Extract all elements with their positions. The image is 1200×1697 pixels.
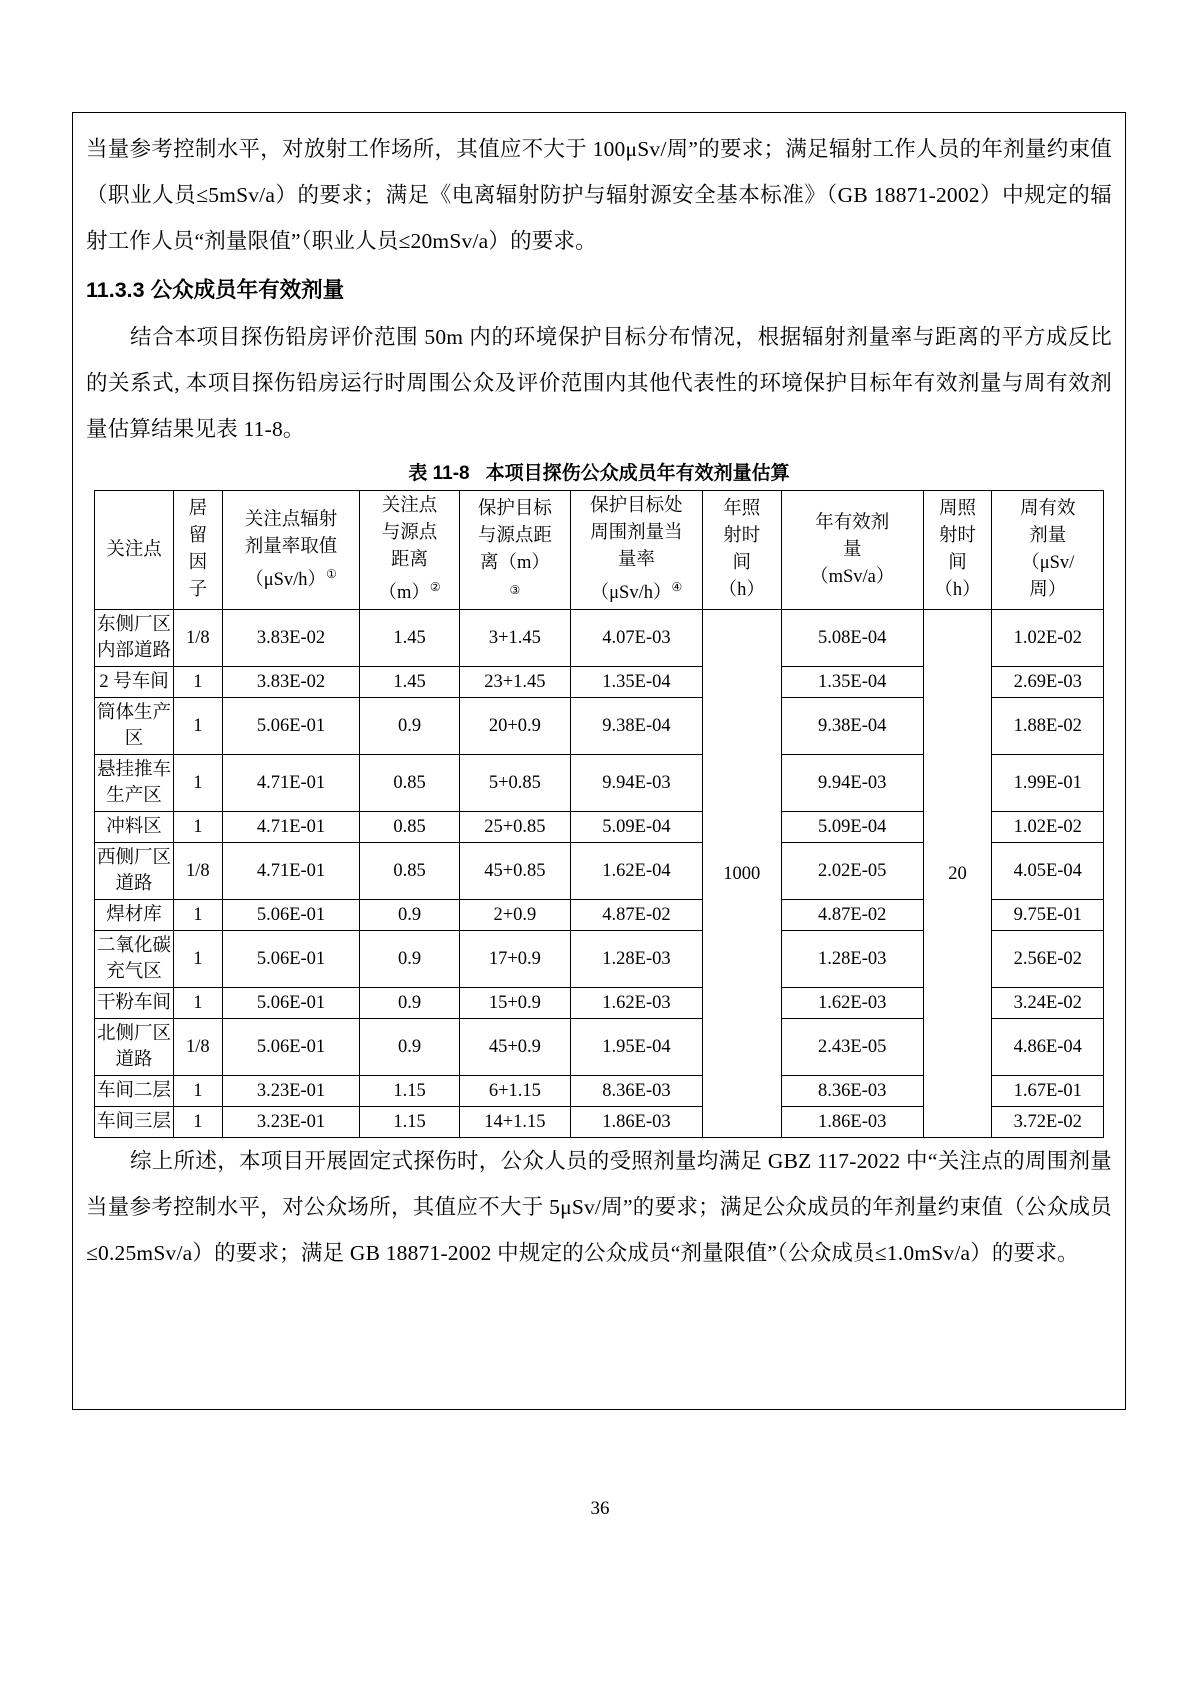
cell-dist-target: 17+0.9 <box>459 931 570 988</box>
header-weekly-hours: 周照 射时 间 （h） <box>923 491 992 610</box>
cell-target-dose-rate: 1.28E-03 <box>571 931 703 988</box>
section-heading-11-3-3: 11.3.3 公众成员年有效剂量 <box>86 278 345 302</box>
cell-dose-rate: 4.71E-01 <box>222 755 360 812</box>
footnote-marker-4: ④ <box>671 580 683 594</box>
cell-point: 西侧厂区道路 <box>95 843 174 900</box>
cell-dist-point: 0.9 <box>360 931 459 988</box>
cell-target-dose-rate: 1.62E-04 <box>571 843 703 900</box>
cell-weekly-hours: 20 <box>923 610 992 1138</box>
header-distance-point: 关注点 与源点 距离 （m）② <box>360 491 459 610</box>
cell-point: 焊材库 <box>95 900 174 931</box>
cell-dist-target: 25+0.85 <box>459 812 570 843</box>
cell-dist-target: 23+1.45 <box>459 667 570 698</box>
table-caption-number: 表 11-8 <box>408 463 470 484</box>
cell-weekly-dose: 9.75E-01 <box>992 900 1104 931</box>
footnote-marker-1: ① <box>326 566 337 581</box>
cell-dose-rate: 4.71E-01 <box>222 812 360 843</box>
cell-occupancy: 1 <box>174 812 223 843</box>
cell-annual-dose: 1.86E-03 <box>781 1107 923 1138</box>
cell-annual-dose: 9.94E-03 <box>781 755 923 812</box>
cell-point: 车间二层 <box>95 1076 174 1107</box>
header-point: 关注点 <box>95 491 174 610</box>
cell-occupancy: 1 <box>174 988 223 1019</box>
cell-dist-point: 0.9 <box>360 1019 459 1076</box>
cell-dist-target: 15+0.9 <box>459 988 570 1019</box>
footnote-marker-3: ③ <box>509 583 521 598</box>
cell-dist-point: 0.9 <box>360 900 459 931</box>
cell-occupancy: 1 <box>174 931 223 988</box>
cell-occupancy: 1/8 <box>174 843 223 900</box>
cell-dose-rate: 3.23E-01 <box>222 1076 360 1107</box>
cell-dist-point: 0.9 <box>360 698 459 755</box>
table-header-row <box>95 491 1104 610</box>
cell-dist-target: 3+1.45 <box>459 610 570 667</box>
cell-weekly-dose: 1.88E-02 <box>992 698 1104 755</box>
cell-target-dose-rate: 1.62E-03 <box>571 988 703 1019</box>
page-number: 36 <box>590 1498 610 1519</box>
cell-annual-hours: 1000 <box>702 610 781 1138</box>
cell-dose-rate: 5.06E-01 <box>222 931 360 988</box>
cell-dose-rate: 3.23E-01 <box>222 1107 360 1138</box>
cell-weekly-dose: 1.02E-02 <box>992 610 1104 667</box>
cell-annual-dose: 8.36E-03 <box>781 1076 923 1107</box>
cell-target-dose-rate: 5.09E-04 <box>571 812 703 843</box>
cell-dose-rate: 5.06E-01 <box>222 988 360 1019</box>
cell-target-dose-rate: 9.38E-04 <box>571 698 703 755</box>
cell-dist-point: 0.85 <box>360 843 459 900</box>
cell-dose-rate: 5.06E-01 <box>222 1019 360 1076</box>
cell-target-dose-rate: 9.94E-03 <box>571 755 703 812</box>
cell-annual-dose: 1.28E-03 <box>781 931 923 988</box>
cell-weekly-dose: 1.67E-01 <box>992 1076 1104 1107</box>
header-weekly-dose: 周有效 剂量 （μSv/ 周） <box>992 491 1104 610</box>
cell-weekly-dose: 1.02E-02 <box>992 812 1104 843</box>
cell-dose-rate: 5.06E-01 <box>222 698 360 755</box>
cell-dist-target: 45+0.85 <box>459 843 570 900</box>
table-row <box>95 610 1104 667</box>
cell-dose-rate: 3.83E-02 <box>222 667 360 698</box>
cell-point: 北侧厂区道路 <box>95 1019 174 1076</box>
header-occupancy-factor: 居 留 因 子 <box>174 491 223 610</box>
cell-dist-point: 0.85 <box>360 755 459 812</box>
cell-annual-dose: 5.08E-04 <box>781 610 923 667</box>
header-distance-target: 保护目标 与源点距 离（m） ③ <box>459 491 570 610</box>
cell-dose-rate: 5.06E-01 <box>222 900 360 931</box>
cell-point: 二氧化碳充气区 <box>95 931 174 988</box>
cell-target-dose-rate: 1.35E-04 <box>571 667 703 698</box>
cell-weekly-dose: 3.24E-02 <box>992 988 1104 1019</box>
cell-target-dose-rate: 4.87E-02 <box>571 900 703 931</box>
table-caption <box>86 460 1112 488</box>
cell-target-dose-rate: 4.07E-03 <box>571 610 703 667</box>
cell-target-dose-rate: 1.86E-03 <box>571 1107 703 1138</box>
header-dose-rate: 关注点辐射 剂量率取值 （μSv/h）① <box>222 491 360 610</box>
cell-occupancy: 1 <box>174 900 223 931</box>
table-body <box>95 610 1104 1138</box>
cell-dist-target: 2+0.9 <box>459 900 570 931</box>
cell-point: 冲料区 <box>95 812 174 843</box>
cell-point: 东侧厂区内部道路 <box>95 610 174 667</box>
cell-dose-rate: 3.83E-02 <box>222 610 360 667</box>
cell-weekly-dose: 4.05E-04 <box>992 843 1104 900</box>
cell-dist-point: 0.9 <box>360 988 459 1019</box>
cell-dist-point: 1.45 <box>360 667 459 698</box>
cell-point: 筒体生产区 <box>95 698 174 755</box>
cell-occupancy: 1 <box>174 755 223 812</box>
cell-point: 干粉车间 <box>95 988 174 1019</box>
cell-occupancy: 1 <box>174 698 223 755</box>
cell-weekly-dose: 4.86E-04 <box>992 1019 1104 1076</box>
cell-annual-dose: 9.38E-04 <box>781 698 923 755</box>
cell-target-dose-rate: 1.95E-04 <box>571 1019 703 1076</box>
header-target-dose-rate: 保护目标处 周围剂量当 量率 （μSv/h）④ <box>571 491 703 610</box>
cell-weekly-dose: 2.56E-02 <box>992 931 1104 988</box>
cell-annual-dose: 1.35E-04 <box>781 667 923 698</box>
cell-annual-dose: 5.09E-04 <box>781 812 923 843</box>
cell-dist-point: 0.85 <box>360 812 459 843</box>
cell-dist-target: 6+1.15 <box>459 1076 570 1107</box>
cell-dist-target: 20+0.9 <box>459 698 570 755</box>
cell-dist-target: 5+0.85 <box>459 755 570 812</box>
cell-dose-rate: 4.71E-01 <box>222 843 360 900</box>
cell-target-dose-rate: 8.36E-03 <box>571 1076 703 1107</box>
header-annual-dose: 年有效剂 量 （mSv/a） <box>781 491 923 610</box>
table-caption-title: 本项目探伤公众成员年有效剂量估算 <box>485 463 790 484</box>
public-dose-table <box>94 490 1104 1138</box>
footnote-marker-2: ② <box>429 580 441 594</box>
cell-occupancy: 1 <box>174 667 223 698</box>
cell-dist-point: 1.15 <box>360 1107 459 1138</box>
cell-point: 2 号车间 <box>95 667 174 698</box>
cell-weekly-dose: 1.99E-01 <box>992 755 1104 812</box>
header-annual-hours: 年照 射时 间 （h） <box>702 491 781 610</box>
conclusion-paragraph: 综上所述，本项目开展固定式探伤时，公众人员的受照剂量均满足 GBZ 117-2022 中“关注点的周围剂量当量参考控制水平，对公众场所，其值应不大于 5μSv/周”的要求；满足公众成员的年剂量约束值（公众成员≤0.25mSv/a）的要求；满足 GB 18871-2002 中规定的公众成员“剂量限值”（公众成员≤1.0mSv/a）的要求。 <box>86 1149 1112 1266</box>
cell-annual-dose: 4.87E-02 <box>781 900 923 931</box>
cell-occupancy: 1 <box>174 1107 223 1138</box>
intro-paragraph: 当量参考控制水平，对放射工作场所，其值应不大于 100μSv/周”的要求；满足辐射工作人员的年剂量约束值（职业人员≤5mSv/a）的要求；满足《电离辐射防护与辐射源安全基本标准》（GB 18871-2002）中规定的辐射工作人员“剂量限值”（职业人员≤20mSv/a）的要求。 <box>86 137 1112 253</box>
page-content <box>86 126 1112 1276</box>
cell-dist-point: 1.45 <box>360 610 459 667</box>
cell-weekly-dose: 3.72E-02 <box>992 1107 1104 1138</box>
cell-annual-dose: 1.62E-03 <box>781 988 923 1019</box>
cell-dist-target: 14+1.15 <box>459 1107 570 1138</box>
cell-dist-target: 45+0.9 <box>459 1019 570 1076</box>
cell-point: 车间三层 <box>95 1107 174 1138</box>
cell-annual-dose: 2.02E-05 <box>781 843 923 900</box>
section-paragraph: 结合本项目探伤铅房评价范围 50m 内的环境保护目标分布情况，根据辐射剂量率与距离的平方成反比的关系式, 本项目探伤铅房运行时周围公众及评价范围内其他代表性的环境保护目标年有效剂量与周有效剂量估算结果见表 11-8。 <box>86 325 1112 441</box>
cell-occupancy: 1/8 <box>174 1019 223 1076</box>
cell-point: 悬挂推车生产区 <box>95 755 174 812</box>
cell-annual-dose: 2.43E-05 <box>781 1019 923 1076</box>
cell-occupancy: 1/8 <box>174 610 223 667</box>
cell-weekly-dose: 2.69E-03 <box>992 667 1104 698</box>
cell-dist-point: 1.15 <box>360 1076 459 1107</box>
cell-occupancy: 1 <box>174 1076 223 1107</box>
